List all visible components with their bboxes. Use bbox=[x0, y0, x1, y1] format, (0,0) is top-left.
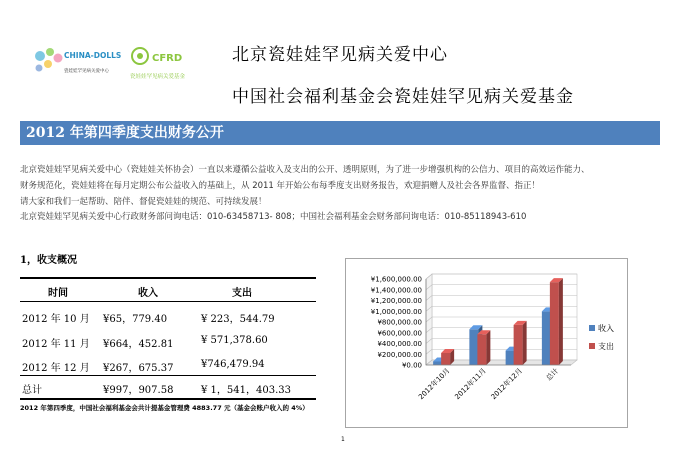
x-tick-label: 总计 bbox=[544, 366, 561, 383]
table-header-income: 收入 bbox=[138, 288, 158, 299]
table-header-time: 时间 bbox=[48, 288, 68, 299]
bar-expense bbox=[514, 321, 527, 365]
table-rule-total bbox=[20, 375, 316, 376]
table-total-income: ¥997，907.58 bbox=[103, 385, 174, 396]
contact-phone-line: 北京瓷娃娃罕见病关爱中心行政财务部问询电话：010-63458713- 808；中国社会福利基金会财务部问询电话：010-85118943-610 bbox=[20, 212, 527, 222]
income-expense-chart bbox=[345, 258, 628, 428]
table-rule-header bbox=[20, 301, 316, 302]
intro-call-to-action: 请大家和我们一起帮助、陪伴、督促瓷娃娃的规范、可持续发展！ bbox=[20, 197, 267, 207]
intro-paragraph-line: 财务规范化，瓷娃娃将在每月定期公布公益收入的基础上，从 2011 年开始公布每季度支出财务报告，欢迎捐赠人及社会各界监督、指正！ bbox=[20, 181, 541, 191]
legend-swatch bbox=[589, 343, 595, 349]
table-cell-income: ¥65，779.40 bbox=[103, 314, 168, 325]
bar-expense bbox=[477, 330, 490, 365]
cfrd-logo bbox=[128, 42, 210, 88]
table-rule-top bbox=[20, 277, 316, 279]
table-cell-expense: ¥746,479.94 bbox=[201, 359, 265, 370]
y-tick-label: ¥0.00 bbox=[401, 361, 422, 370]
page-number: 1 bbox=[341, 436, 345, 443]
x-tick-label: 2012年11月 bbox=[453, 366, 488, 402]
section-heading-income-expense: 1，收支概况 bbox=[20, 255, 77, 266]
y-tick-label: ¥1,000,000.00 bbox=[370, 307, 422, 316]
table-rule-bottom bbox=[20, 398, 316, 400]
y-tick-label: ¥800,000.00 bbox=[377, 318, 422, 327]
x-tick-label: 2012年12月 bbox=[489, 366, 525, 402]
china-dolls-logo-tagline: 瓷娃娃罕见病关爱中心 bbox=[64, 69, 109, 74]
table-cell-period: 2012 年 11 月 bbox=[22, 339, 90, 350]
cfrd-logo-name: CFRD bbox=[152, 53, 183, 64]
bar-expense bbox=[441, 349, 454, 365]
table-cell-income: ¥267，675.37 bbox=[103, 363, 174, 374]
y-tick-label: ¥1,400,000.00 bbox=[370, 286, 422, 295]
legend-swatch bbox=[589, 325, 595, 331]
chart-canvas bbox=[346, 259, 629, 429]
china-dolls-logo bbox=[30, 40, 122, 86]
table-header-expense: 支出 bbox=[232, 288, 252, 299]
table-total-label: 总计 bbox=[22, 385, 42, 396]
org-title-fund: 中国社会福利基金会瓷娃娃罕见病关爱基金 bbox=[232, 87, 574, 107]
legend-label: 支出 bbox=[598, 342, 614, 351]
org-title-center: 北京瓷娃娃罕见病关爱中心 bbox=[232, 45, 448, 65]
china-dolls-logo-name: CHINA-DOLLS bbox=[64, 51, 122, 60]
management-fee-note: 2012 年第四季度，中国社会福利基金会共计提基金管理费 4883.77 元（基金会账户收入的 4%） bbox=[20, 404, 309, 412]
x-tick-label: 2012年10月 bbox=[417, 366, 452, 402]
table-cell-period: 2012 年 10 月 bbox=[22, 314, 90, 325]
report-title-banner: 2012 年第四季度支出财务公开 bbox=[20, 121, 660, 145]
table-total-expense: ¥ 1，541，403.33 bbox=[201, 385, 291, 396]
table-cell-period: 2012 年 12 月 bbox=[22, 363, 90, 374]
cfrd-logo-tagline: 瓷娃娃罕见病关爱基金 bbox=[130, 74, 186, 80]
table-cell-expense: ¥ 223，544.79 bbox=[201, 314, 275, 325]
y-tick-label: ¥1,200,000.00 bbox=[370, 297, 422, 305]
y-tick-label: ¥200,000.00 bbox=[377, 350, 422, 359]
y-tick-label: ¥400,000.00 bbox=[377, 340, 422, 348]
bar-expense bbox=[550, 278, 563, 365]
y-tick-label: ¥600,000.00 bbox=[377, 329, 422, 338]
y-tick-label: ¥1,600,000.00 bbox=[370, 275, 422, 284]
table-cell-income: ¥664，452.81 bbox=[103, 339, 174, 350]
intro-paragraph-line: 北京瓷娃娃罕见病关爱中心（瓷娃娃关怀协会）一直以来遵循公益收入及支出的公开、透明原则，为了进一步增强机构的公信力、项目的高效运作能力、 bbox=[20, 165, 590, 175]
legend-label: 收入 bbox=[598, 324, 614, 333]
table-cell-expense: ¥ 571,378.60 bbox=[201, 335, 268, 346]
